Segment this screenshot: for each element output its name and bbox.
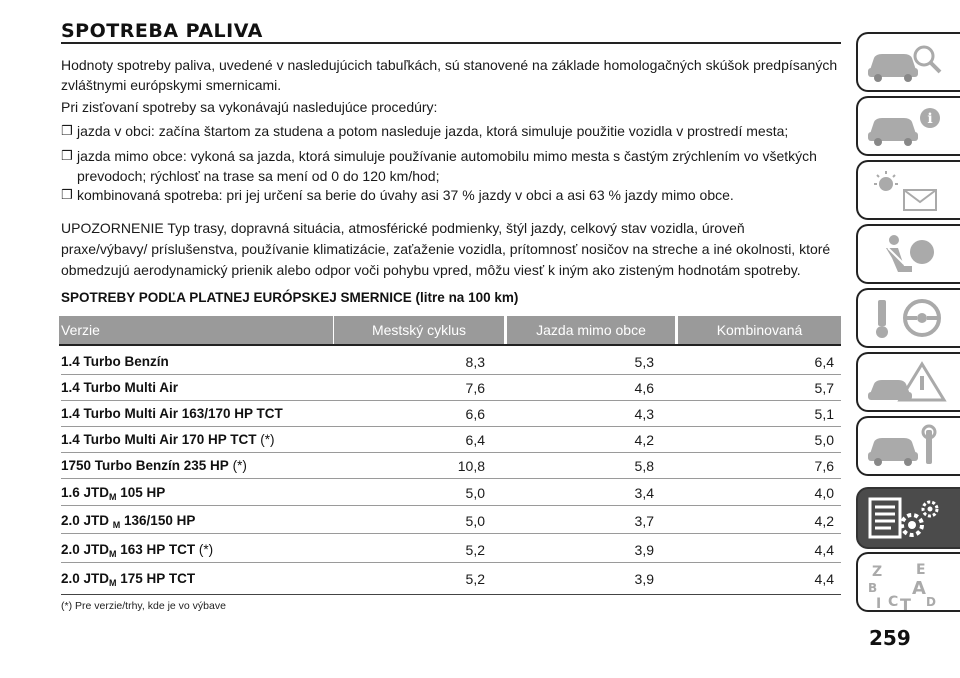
header-extra-urban: Jazda mimo obce	[507, 316, 675, 344]
table-row	[61, 479, 841, 506]
extra-urban-value: 3,4	[634, 485, 654, 501]
warning-lights-icon	[864, 168, 954, 214]
city-value: 6,4	[465, 432, 485, 448]
combined-value: 4,4	[814, 542, 834, 558]
tab-starting-driving[interactable]	[856, 288, 960, 348]
warning-note: UPOZORNENIE Typ trasy, dopravná situácia, atmosférické podmienky, štýl jazdy, celkový stav vozidla, úroveň praxe/výbavy/ príslušenstva, používanie klimatizácie, zaťaženie vozidla, prítomnosť nosičov na streche a iné okolnosti, ktoré obmedzujú aerodynamický prienik alebo odpor voči pohybu vpred, môžu viesť k iným ako zisteným hodnotám spotreby.	[61, 220, 831, 278]
combined-value: 5,0	[814, 432, 834, 448]
table-header	[59, 316, 841, 344]
page-number: 259	[869, 626, 911, 650]
procedure-item	[61, 121, 831, 141]
procedures-intro: Pri zisťovaní spotreby sa vykonávajú nasledujúce procedúry:	[61, 99, 438, 115]
header-versions: Verzie	[59, 316, 333, 344]
index-letter: T	[900, 595, 911, 610]
table-row	[61, 374, 841, 401]
version-name: 1750 Turbo Benzín 235 HP (*)	[61, 458, 247, 473]
version-name: 2.0 $JTD_M$ 175 HP TCT	[61, 571, 196, 588]
checkbox-bullet-icon: ❒	[61, 187, 73, 202]
index-letter: C	[888, 594, 899, 610]
tab-maintenance[interactable]	[856, 416, 960, 476]
city-value: 7,6	[465, 380, 485, 396]
alphabetical-index-icon	[864, 560, 954, 610]
tab-technical-data[interactable]	[856, 487, 960, 549]
version-name: 1.4 Turbo Multi Air	[61, 380, 178, 395]
index-letter: B	[868, 581, 878, 595]
tab-car-knowledge[interactable]	[856, 32, 960, 92]
extra-urban-value: 4,3	[634, 406, 654, 422]
version-name: 1.6 $JTD_M$ 105 HP	[61, 485, 166, 502]
procedure-item	[61, 146, 831, 186]
car-service-icon	[864, 424, 954, 470]
table-row	[61, 426, 841, 453]
header-combined: Kombinovaná	[678, 316, 841, 344]
table-row	[61, 400, 841, 427]
index-letter: A	[912, 578, 926, 599]
index-letter: D	[926, 595, 936, 609]
checkbox-bullet-icon: ❒	[61, 148, 73, 163]
combined-value: 4,2	[814, 513, 834, 529]
version-name: 2.0 $JTD_M$ 163 HP TCT (*)	[61, 542, 214, 559]
table-bottom-rule	[61, 594, 841, 595]
city-value: 5,0	[465, 485, 485, 501]
tab-alphabetical-index[interactable]	[856, 552, 960, 612]
combined-value: 7,6	[814, 458, 834, 474]
car-search-icon	[864, 40, 954, 86]
extra-urban-value: 3,9	[634, 571, 654, 587]
steering-wheel-key-icon	[864, 296, 954, 342]
extra-urban-value: 4,6	[634, 380, 654, 396]
combined-value: 4,0	[814, 485, 834, 501]
city-value: 8,3	[465, 354, 485, 370]
index-letter: I	[876, 596, 882, 610]
seatbelt-airbag-icon	[864, 232, 954, 278]
city-value: 5,0	[465, 513, 485, 529]
table-row	[61, 507, 841, 534]
table-row	[61, 565, 841, 591]
city-value: 10,8	[457, 458, 485, 474]
tab-seats-airbags[interactable]	[856, 224, 960, 284]
city-value: 5,2	[465, 542, 485, 558]
extra-urban-value: 5,3	[634, 354, 654, 370]
version-name: 1.4 Turbo Multi Air 170 HP TCT (*)	[61, 432, 275, 447]
extra-urban-value: 3,9	[634, 542, 654, 558]
version-name: 2.0 JTD $_M$ 136/150 HP	[61, 513, 196, 530]
version-name: 1.4 Turbo Multi Air 163/170 HP TCT	[61, 406, 283, 421]
technical-data-icon	[864, 495, 954, 543]
city-value: 5,2	[465, 571, 485, 587]
extra-urban-value: 4,2	[634, 432, 654, 448]
extra-urban-value: 3,7	[634, 513, 654, 529]
extra-urban-value: 5,8	[634, 458, 654, 474]
tab-safety[interactable]	[856, 96, 960, 156]
table-title: SPOTREBY PODĽA PLATNEJ EURÓPSKEJ SMERNICE (litre na 100 km)	[61, 290, 519, 305]
table-row	[61, 536, 841, 563]
intro-paragraph: Hodnoty spotreby paliva, uvedené v nasledujúcich tabuľkách, sú stanovené na základe homologačných skúšok predpísaných zvláštnymi európskymi smernicami.	[61, 57, 838, 93]
warning-triangle-icon	[864, 360, 954, 406]
table-row	[61, 348, 841, 375]
section-title: SPOTREBA PALIVA	[61, 20, 263, 42]
car-info-icon	[864, 104, 954, 150]
index-letter: Z	[872, 564, 883, 580]
index-letter: E	[916, 562, 926, 578]
city-value: 6,6	[465, 406, 485, 422]
version-name: 1.4 Turbo Benzín	[61, 354, 169, 369]
combined-value: 5,1	[814, 406, 834, 422]
table-footnote: (*) Pre verzie/trhy, kde je vo výbave	[61, 600, 226, 612]
combined-value: 5,7	[814, 380, 834, 396]
procedure-text: jazda mimo obce: vykoná sa jazda, ktorá simuluje používanie automobilu mimo mesta s častým zrýchlením vo všetkých prevodoch; rýchlosť na trase sa mení od 0 do 120 km/hod;	[77, 148, 817, 184]
procedure-text: kombinovaná spotreba: pri jej určení sa berie do úvahy asi 37 % jazdy v obci a asi 63 % jazdy mimo obce.	[77, 187, 734, 203]
procedure-text: jazda v obci: začína štartom za studena a potom nasleduje jazda, ktorá simuluje použitie vozidla v prostredí mesta;	[77, 123, 789, 139]
combined-value: 4,4	[814, 571, 834, 587]
checkbox-bullet-icon: ❒	[61, 123, 73, 138]
procedure-item	[61, 185, 831, 205]
tab-warning-lights[interactable]	[856, 160, 960, 220]
title-underline	[61, 42, 841, 44]
combined-value: 6,4	[814, 354, 834, 370]
table-row	[61, 452, 841, 479]
header-city-cycle: Mestský cyklus	[334, 316, 504, 344]
header-rule	[59, 344, 841, 346]
tab-emergency[interactable]	[856, 352, 960, 412]
svg-text:i: i	[927, 111, 933, 127]
